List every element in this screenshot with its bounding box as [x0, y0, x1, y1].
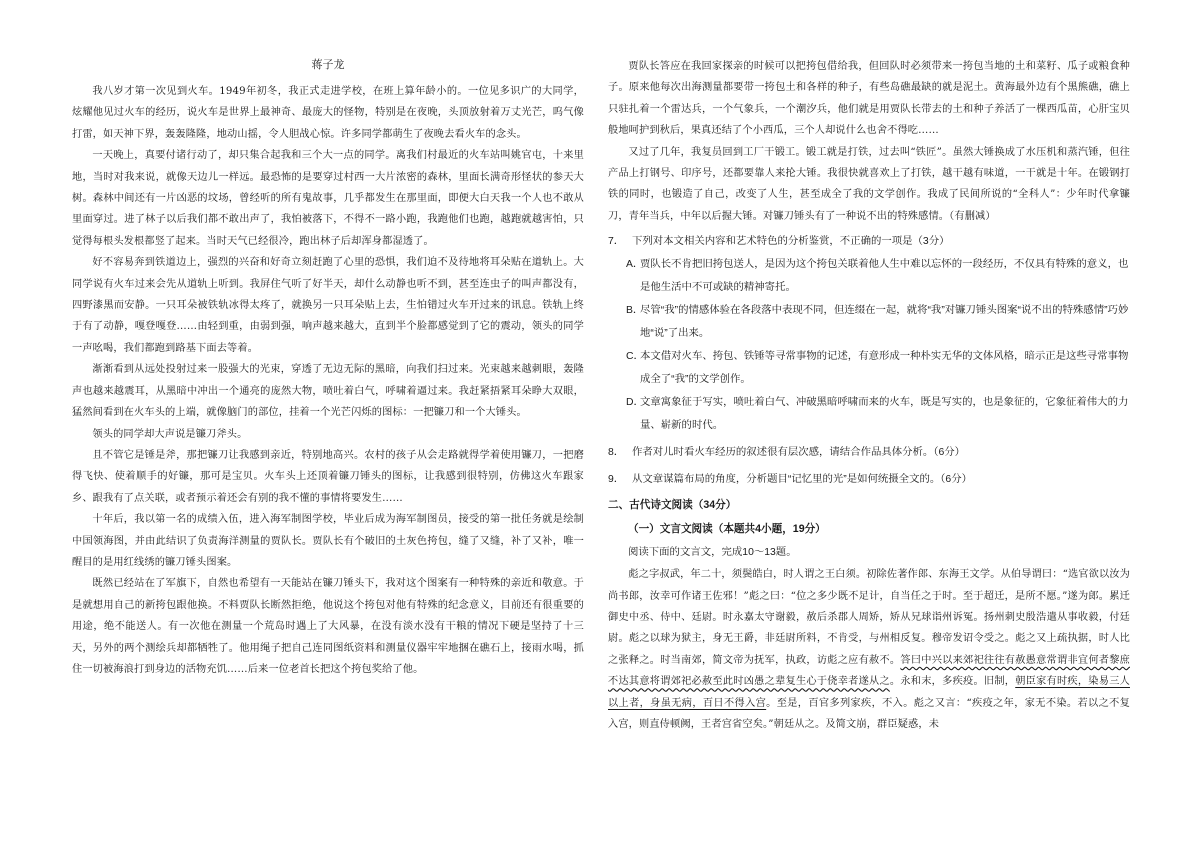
story-paragraph: 又过了几年，我复员回到工厂干锻工。锻工就是打铁，过去叫“铁匠”。虽然大锤换成了水压机和蒸汽锤，但往产品上打钢号、印序号，还都要靠人来抡大锤。我很快就喜欢上了打铁，越干越有味道，一干就是十年。在锻钢打铁的同时，也锻造了自己，改变了人生，甚至成全了我的文学创作。我成了民间所说的“全科人”：少年时代拿镰刀，青年当兵，中年以后握大锤。对镰刀锤头有了一种说不出的特殊感情。（有删减） — [608, 146, 1130, 222]
option-d — [608, 391, 1130, 437]
section-heading: 二、古代诗文阅读（34分） — [608, 499, 737, 512]
option-label: C． — [626, 351, 644, 363]
underlined-sentence: 朝臣家有时疾，染易三人以上者，身虽无病，百日不得入宫 — [608, 676, 1130, 709]
question-7 — [608, 230, 1130, 253]
story-paragraph: 十年后，我以第一名的成绩入伍，进入海军制图学校，毕业后成为海军制图员，接受的第一批任务就是绘制中国领海图，并由此结识了负责海洋测量的贾队长。贾队长有个破旧的土灰色挎包，缝了又缝，补了又补，唯一醒目的是用红线绣的镰刀锤头图案。 — [72, 514, 584, 568]
right-column — [608, 56, 1130, 736]
question-9 — [608, 468, 1130, 491]
story-paragraph: 我八岁才第一次见到火车。1949年初冬，我正式走进学校，在班上算年龄小的。一位见多识广的大同学，炫耀他见过火车的经历，说火车是世界上最神奇、最庞大的怪物，特别是在夜晚，头顶放射着万丈光芒，呜气像打雷，如天神下界，轰轰隆隆，地动山摇，令人胆战心惊。许多同学都萌生了夜晚去看火车的念头。 — [72, 86, 584, 140]
story-paragraph: 一天晚上，真要付诸行动了，却只集合起我和三个大一点的同学。离我们村最近的火车站叫姚官屯，十来里地，当时对我来说，就像天边儿一样远。最恐怖的是要穿过村西一大片浓密的森林，里面长满奇形怪状的参天大树。森林中间还有一片凶恶的坟场，曾经听的所有鬼故事，几乎都发生在那里面，即便大白天我一个人也不敢从里面穿过。进了林子以后我们都不敢出声了，我怕被落下，不得不一路小跑，我跑他们也跑，越跑就越害怕，只觉得每根头发根都竖了起来。当时天气已经很冷，跑出林子后却浑身都湿透了。 — [72, 150, 584, 247]
option-b — [608, 299, 1130, 345]
option-c — [608, 345, 1130, 391]
passage-text: 彪之字叔武，年二十，须鬓皓白，时人谓之王白须。初除佐著作郎、东海王文学。从伯导谓曰：“选官欲以汝为尚书郎，汝幸可作诸王佐邪！”彪之曰：“位之多少既不足计，自当任之于时。至于超迁，是所不愿。”遂为郎。累迁御史中丞、侍中、廷尉。时永嘉太守谢毅，赦后杀郡人周矫，矫从兄球诣州诉冤。扬州刺史殷浩遣从事收毅，付廷尉。彪之以球为狱主，身无王爵，非廷尉所料，不肯受，与州相反复。穆帝发诏令受之。彪之又上疏执据，时人比之张释之。时当南郊，简文帝为抚军，执政，访彪之应有赦不。 — [608, 569, 1130, 666]
question-number: 7． — [608, 236, 625, 248]
story-paragraph: 贾队长答应在我回家探亲的时候可以把挎包借给我，但回队时必须带来一挎包当地的土和菜籽、瓜子或粮食种子。原来他每次出海测量都要带一挎包土和各样的种子，有些岛礁最缺的就是泥土。黄海最外边有个黑熊礁，礁上只驻扎着一个雷达兵，一个气象兵，一个潮汐兵，他们就是用贾队长带去的土和种子养活了一棵西瓜苗，心肝宝贝般地呵护到秋后，果真还结了个小西瓜，三个人却说什么也舍不得吃…… — [608, 61, 1130, 137]
author-name: 蒋子龙 — [311, 58, 345, 71]
option-text: 贾队长不肯把旧挎包送人，是因为这个挎包关联着他人生中难以忘怀的一段经历，不仅具有特殊的意义，也是他生活中不可或缺的精神寄托。 — [640, 259, 1129, 294]
question-8 — [608, 441, 1130, 464]
story-paragraph: 且不管它是锤是斧，那把镰刀让我感到亲近，特别地高兴。农村的孩子从会走路就得学着使用镰刀，一把磨得飞快、使着顺手的好镰，那可是宝贝。火车头上还顶着镰刀锤头的图标，让我感到很特别，仿佛这火车跟家乡、跟我有了点关联，或者预示着还会有别的我不懂的事情将要发生…… — [72, 449, 584, 504]
story-paragraph: 渐渐看到从远处投射过来一股强大的光束，穿透了无边无际的黑暗，向我们扫过来。光束越来越刺眼，轰隆声也越来越震耳，从黑暗中冲出一个通亮的庞然大物，喷吐着白气，呼啸着逼过来。我赶紧捂紧耳朵睁大双眼，猛然间看到在火车头的上端，就像脑门的部位，挂着一个光芒闪烁的图标：一把镰刀和一个大锤头。 — [72, 364, 584, 419]
subsection-heading: （一）文言文阅读（本题共4小题，19分） — [628, 523, 826, 536]
option-label: B． — [626, 305, 644, 317]
classical-passage — [608, 564, 1130, 735]
question-number: 9． — [608, 474, 625, 486]
question-stem: 作者对儿时看火车经历的叙述很有层次感，请结合作品具体分析。（6分） — [632, 447, 966, 459]
wavy-underlined-sentence: 答曰中兴以来郊祀往往有赦愚意常谓非宜何者黎庶不达其意将谓郊祀必赦至此时凶愚之辈复生心于侥幸者遂从之 — [608, 654, 1130, 688]
option-label: D． — [626, 397, 644, 409]
passage-text: 。至是，百官多列家疾，不入。彪之又言：“疾疫之年，家无不染。若以之不复入宫，则直侍顿阙，王者宫省空矣。”朝廷从之。及简文崩，群臣疑惑，未 — [608, 697, 1130, 731]
instruction-text: 阅读下面的文言文，完成10～13题。 — [628, 547, 797, 559]
story-paragraph: 领头的同学却大声说是镰刀斧头。 — [92, 428, 248, 440]
option-a — [608, 253, 1130, 299]
passage-text: 。永和末，多疾疫。旧制， — [889, 676, 1016, 688]
question-number: 8． — [608, 447, 625, 459]
option-text: 本文借对火车、挎包、铁锤等寻常事物的记述，有意形成一种朴实无华的文体风格，暗示正是这些寻常事物成全了“我”的文学创作。 — [640, 351, 1129, 386]
question-stem: 从文章谋篇布局的角度，分析题目“记忆里的光”是如何统摄全文的。（6分） — [632, 474, 972, 486]
option-text: 尽管“我”的情感体验在各段落中表现不同，但连缀在一起，就将“我”对镰刀锤头图案“说不出的特殊感情”巧妙地“说”了出来。 — [640, 305, 1129, 340]
story-paragraph: 既然已经站在了军旗下，自然也希望有一天能站在镰刀锤头下，我对这个图案有一种特殊的亲近和敬意。于是就想用自己的新挎包跟他换。不料贾队长断然拒绝，他说这个挎包对他有特殊的纪念意义，目前还有很重要的用途，绝不能送人。有一次他在测量一个荒岛时遇上了大风暴，在没有淡水没有干粮的情况下硬是坚持了十三天，另外的两个测绘兵却都牺牲了。他用绳子把自己连同图纸资料和测量仪器牢牢地捆在礁石上，接雨水喝，抓住一切被海浪打到身边的活物充饥……后来一位老首长把这个挎包奖给了他。 — [72, 578, 584, 675]
option-label: A． — [626, 259, 644, 271]
story-paragraph: 好不容易奔到铁道边上，强烈的兴奋和好奇立刻赶跑了心里的恐惧，我们迫不及待地将耳朵贴在道轨上。大同学说有火车过来会先从道轨上听到。我屏住气听了好半天，却什么动静也听不到，甚至连虫子的叫声都没有，四野漆黑而安静。一只耳朵被铁轨冰得太疼了，就换另一只耳朵贴上去，生怕错过火车开过来的讯息。铁轨上终于有了动静，嘎登嘎登……由轻到重，由弱到强，响声越来越大，直到半个脸都感觉到了它的震动，领头的同学一声吆喝，我们都跑到路基下面去等着。 — [72, 257, 584, 354]
left-column — [72, 56, 584, 680]
question-stem: 下列对本文相关内容和艺术特色的分析鉴赏，不正确的一项是（3分） — [632, 236, 950, 248]
option-text: 文章寓象征于写实，喷吐着白气、冲破黑暗呼啸而来的火车，既是写实的，也是象征的，它象征着伟大的力量、崭新的时代。 — [640, 397, 1129, 432]
